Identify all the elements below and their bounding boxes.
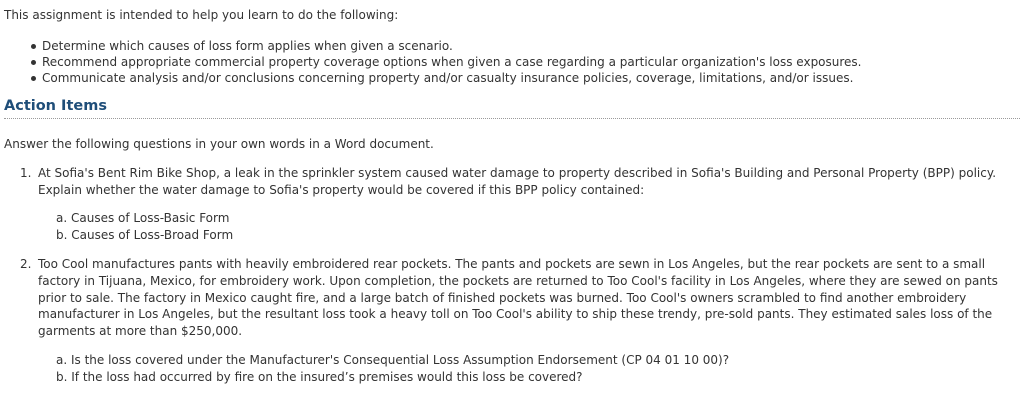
sub-question: b. Causes of Loss-Broad Form <box>56 228 234 243</box>
question-2-subitems <box>56 352 729 387</box>
objective-item: Determine which causes of loss form applies when given a scenario. <box>30 38 862 54</box>
question-text: At Sofia's Bent Rim Bike Shop, a leak in the sprinkler system caused water damage to property described in Sofia's Building and Personal Property (BPP) policy. Explain whether the water damage to Sofia's property would be covered if this BPP policy contained: <box>38 166 997 197</box>
question-number: 1. <box>20 166 32 180</box>
action-items-heading: Action Items <box>4 98 107 114</box>
intro-text: This assignment is intended to help you learn to do the following: <box>4 8 399 22</box>
answer-instruction: Answer the following questions in your own words in a Word document. <box>4 137 434 151</box>
objectives-list <box>30 38 862 86</box>
sub-question: a. Causes of Loss-Basic Form <box>56 211 230 225</box>
question-text: Too Cool manufactures pants with heavily embroidered rear pockets. The pants and pockets are sewn in Los Angeles, but the rear pockets are sent to a small factory in Tijuana, Mexico, for embroidery work. Upon completion, the pockets are returned to Too Cool's facility in Los Angeles, where they are sewed on pants prior to sale. The factory in Mexico caught fire, and a large batch of finished pockets was burned. Too Cool's owners scrambled to find another embroidery manufacturer in Los Angeles, but the resultant loss took a heavy toll on Too Cool's ability to ship these trendy, pre-sold pants. They estimated sales loss of the garments at more than $250,000. <box>38 257 998 339</box>
question-1 <box>20 165 1020 199</box>
question-2 <box>20 256 1020 340</box>
objective-item: Recommend appropriate commercial property coverage options when given a case regarding a particular organization's loss exposures. <box>30 54 862 70</box>
question-number: 2. <box>20 257 32 271</box>
heading-divider <box>4 118 1020 119</box>
sub-question: b. If the loss had occurred by fire on the insured’s premises would this loss be covered? <box>56 370 583 385</box>
question-1-subitems <box>56 210 233 245</box>
sub-question: a. Is the loss covered under the Manufacturer's Consequential Loss Assumption Endorsement (CP 04 01 10 00)? <box>56 353 730 367</box>
objective-item: Communicate analysis and/or conclusions concerning property and/or casualty insurance policies, coverage, limitations, and/or issues. <box>30 70 862 86</box>
